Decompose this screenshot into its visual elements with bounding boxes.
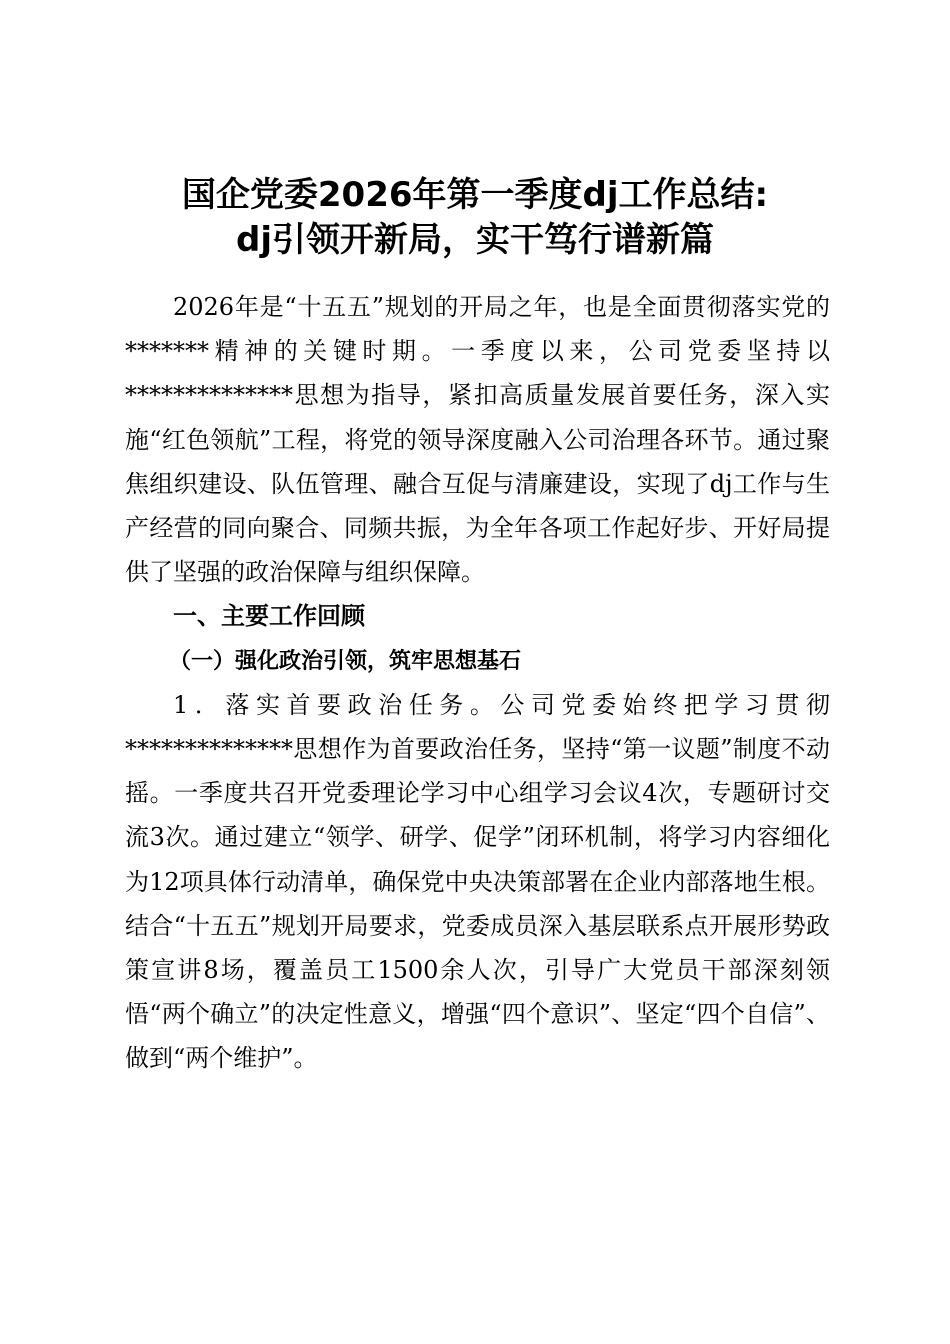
document-body bbox=[125, 285, 830, 1081]
section-heading: 一、主要工作回顾 bbox=[173, 602, 365, 631]
document-title-line-2: dj引领开新局，实干笃行谱新篇 bbox=[236, 220, 714, 260]
item-paragraph: 1．落实首要政治任务。公司党委始终把学习贯彻**************思想作为首要政治任务，坚持“第一议题”制度不动摇。一季度共召开党委理论学习中心组学习会议4次，专题研讨交流3次。通过建立“领学、研学、促学”闭环机制，将学习内容细化为12项具体行动清单，确保党中央决策部署在企业内部落地生根。结合“十五五”规划开局要求，党委成员深入基层联系点开展形势政策宣讲8场，覆盖员工1500余人次，引导广大党员干部深刻领悟“两个确立”的决定性意义，增强“四个意识”、坚定“四个自信”、做到“两个维护”。 bbox=[125, 690, 830, 1073]
document-title-line-1: 国企党委2026年第一季度dj工作总结: bbox=[181, 175, 769, 215]
subsection-heading: （一）强化政治引领，筑牢思想基石 bbox=[169, 647, 522, 674]
intro-paragraph: 2026年是“十五五”规划的开局之年，也是全面贯彻落实党的*******精神的关键时期。一季度以来，公司党委坚持以**************思想为指导，紧扣高质量发展首要任务，深入实施“红色领航”工程，将党的领导深度融入公司治理各环节。通过聚焦组织建设、队伍管理、融合互促与清廉建设，实现了dj工作与生产经营的同向聚合、同频共振，为全年各项工作起好步、开好局提供了坚强的政治保障与组织保障。 bbox=[125, 293, 830, 587]
